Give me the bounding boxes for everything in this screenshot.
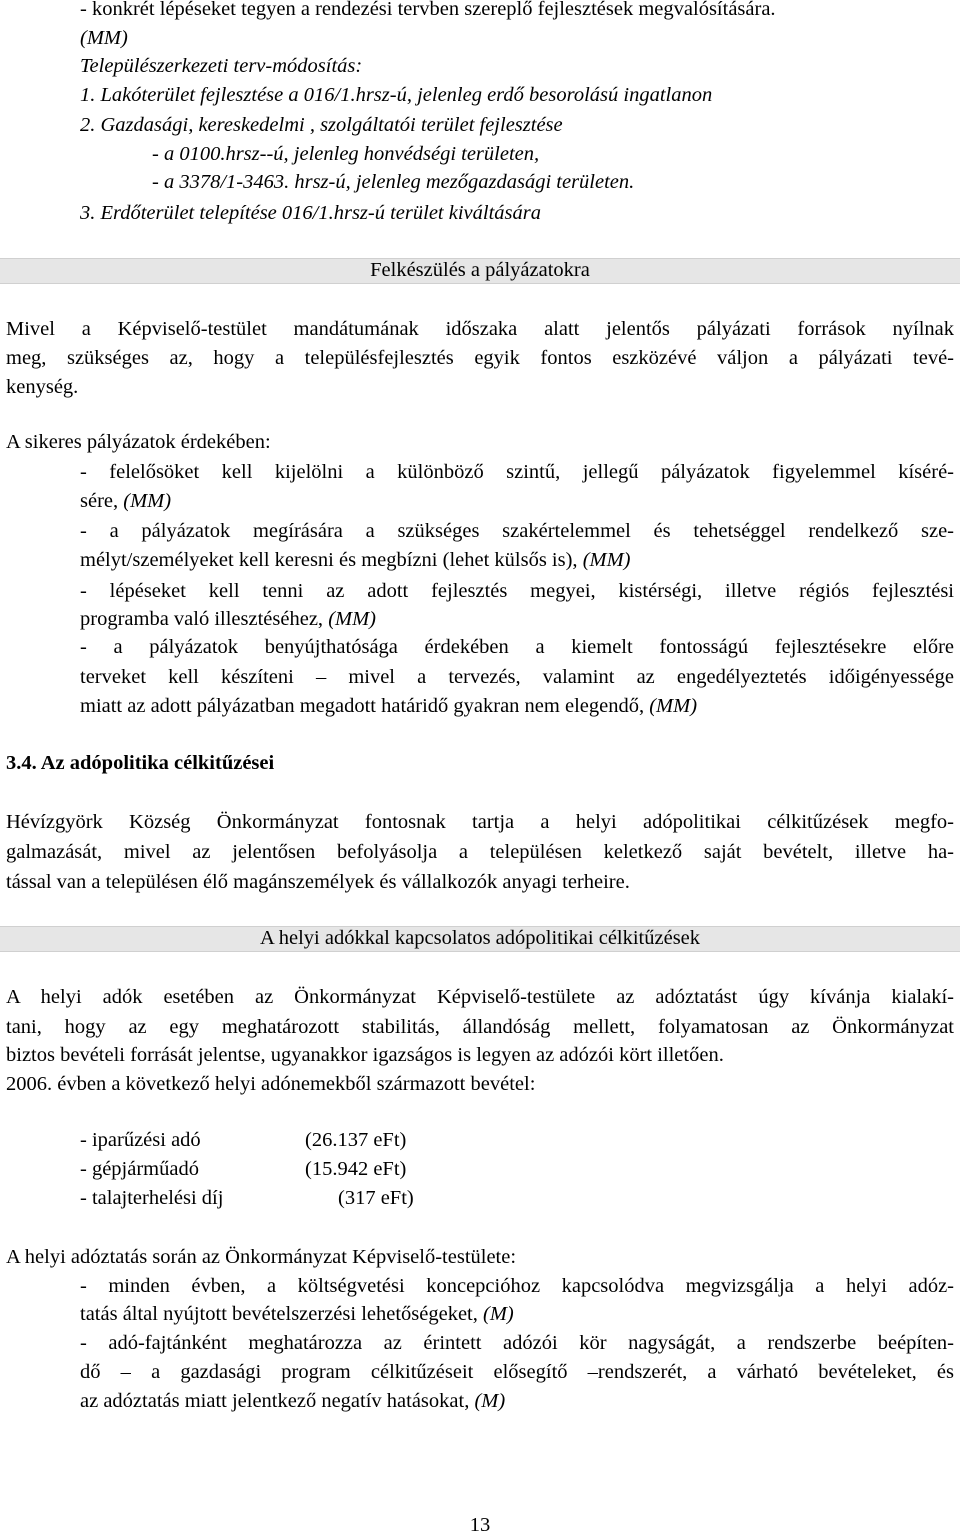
tax-name: - iparűzési adó <box>80 1129 201 1151</box>
text-line: - konkrét lépéseket tegyen a rendezési tervben szereplő fejlesztések megvalósítására. <box>80 0 776 20</box>
section-title: Felkészülés a pályázatokra <box>370 259 590 281</box>
list-item-line: sére, (MM) <box>80 490 172 512</box>
tax-value: (317 eFt) <box>338 1187 414 1209</box>
paragraph-line: meg, szükséges az, hogy a településfejlesztés egyik fontos eszközévé váljon a pályázati tevé- <box>6 347 954 369</box>
paragraph-line: kenység. <box>6 376 79 398</box>
list-item-line: - a pályázatok megírására a szükséges szakértelemmel és tehetséggel rendelkező sze- <box>80 520 954 542</box>
text-line: 1. Lakóterület fejlesztése a 016/1.hrsz-ú, jelenleg erdő besorolású ingatlanon <box>80 84 713 106</box>
list-item-line: programba való illesztéséhez, (MM) <box>80 608 376 630</box>
list-item-line: - adó-fajtánként meghatározza az érintett adózói kör nagyságát, a rendszerbe beépíten- <box>80 1332 954 1354</box>
text-line: (MM) <box>80 27 128 49</box>
paragraph-line: tással van a településen élő magánszemélyek és vállalkozók anyagi terheire. <box>6 871 630 893</box>
section-title: A helyi adókkal kapcsolatos adópolitikai célkitűzések <box>259 927 701 949</box>
tax-name: - talajterhelési díj <box>80 1187 224 1209</box>
tax-name: - gépjárműadó <box>80 1158 199 1180</box>
list-item-line: - lépéseket kell tenni az adott fejlesztés megyei, kistérségi, illetve régiós fejlesztési <box>80 580 954 602</box>
text-line: 3. Erdőterület telepítése 016/1.hrsz-ú terület kiváltására <box>80 202 541 224</box>
tax-value: (26.137 eFt) <box>305 1129 407 1151</box>
paragraph-line: Mivel a Képviselő-testület mandátumának időszaka alatt jelentős pályázati források nyílnak <box>6 318 954 340</box>
paragraph-line: galmazását, mivel az jelentősen befolyásolja a településen keletkező saját bevételt, illetve ha- <box>6 841 954 863</box>
paragraph-line: A helyi adók esetében az Önkormányzat Képviselő-testülete az adóztatást úgy kívánja kialakí- <box>6 986 954 1008</box>
list-item-line: terveket kell készíteni – mivel a tervezés, valamint az engedélyeztetés időigényessége <box>80 666 954 688</box>
text-line: - a 0100.hrsz--ú, jelenleg honvédségi területen, <box>152 143 540 165</box>
section-heading: 3.4. Az adópolitika célkitűzései <box>6 752 275 774</box>
list-item-line: tatás által nyújtott bevételszerzési lehetőségeket, (M) <box>80 1303 514 1325</box>
paragraph-line: A helyi adóztatás során az Önkormányzat Képviselő-testülete: <box>6 1246 517 1268</box>
text-line: 2. Gazdasági, kereskedelmi , szolgáltatói terület fejlesztése <box>80 114 563 136</box>
list-item-line: dő – a gazdasági program célkitűzéseit elősegítő –rendszerét, a várható bevételeket, és <box>80 1361 954 1383</box>
paragraph-line: 2006. évben a következő helyi adónemekből származott bevétel: <box>6 1073 536 1095</box>
tax-value: (15.942 eFt) <box>305 1158 407 1180</box>
page-number: 13 <box>469 1514 491 1536</box>
text-line: - a 3378/1-3463. hrsz-ú, jelenleg mezőgazdasági területen. <box>152 171 635 193</box>
paragraph-line: Hévízgyörk Község Önkormányzat fontosnak tartja a helyi adópolitikai célkitűzések megfo- <box>6 811 954 833</box>
list-item-line: - felelősöket kell kijelölni a különböző szintű, jellegű pályázatok figyelemmel kíséré- <box>80 461 954 483</box>
text-line: Települészerkezeti terv-módosítás: <box>80 55 363 77</box>
paragraph-line: tani, hogy az egy meghatározott stabilitás, állandóság mellett, folyamatosan az Önkormányzat <box>6 1016 954 1038</box>
list-item-line: - a pályázatok benyújthatósága érdekében a kiemelt fontosságú fejlesztésekre előre <box>80 636 954 658</box>
list-item-line: miatt az adott pályázatban megadott határidő gyakran nem elegendő, (MM) <box>80 695 698 717</box>
list-item-line: - minden évben, a költségvetési koncepcióhoz kapcsolódva megvizsgálja a helyi adóz- <box>80 1275 954 1297</box>
paragraph-line: A sikeres pályázatok érdekében: <box>6 431 271 453</box>
list-item-line: az adóztatás miatt jelentkező negatív hatásokat, (M) <box>80 1390 506 1412</box>
list-item-line: mélyt/személyeket kell keresni és megbízni (lehet külsős is), (MM) <box>80 549 631 571</box>
paragraph-line: biztos bevételi forrását jelentse, ugyanakkor igazságos is legyen az adózói kört illetően. <box>6 1044 724 1066</box>
